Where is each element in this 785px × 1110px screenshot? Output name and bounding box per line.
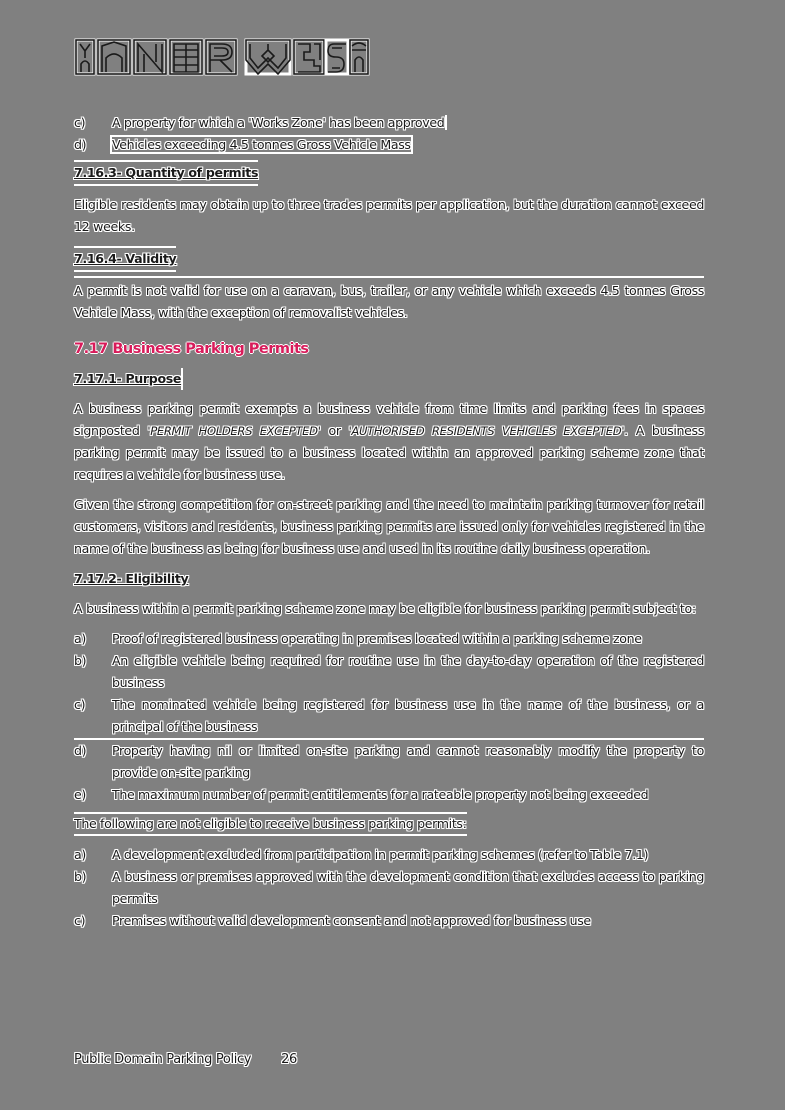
list-item bbox=[74, 844, 704, 866]
subheading-purpose: 7.17.1- Purpose bbox=[74, 368, 183, 390]
page-footer bbox=[74, 1052, 297, 1067]
text-segment-italic: 'PERMIT HOLDERS EXCEPTED' bbox=[147, 424, 321, 438]
list-marker: a) bbox=[74, 631, 86, 646]
list-marker: b) bbox=[74, 653, 87, 668]
paragraph-purpose-1 bbox=[74, 398, 704, 486]
list-marker: e) bbox=[74, 787, 86, 802]
list-marker: c) bbox=[74, 115, 86, 130]
list-item-text: An eligible vehicle being required for routine use in the day-to-day operation of the registered business bbox=[112, 653, 704, 690]
list-item bbox=[74, 650, 704, 694]
list-item-text: Premises without valid development consent and not approved for business use bbox=[112, 913, 591, 928]
text-segment: or bbox=[320, 423, 349, 438]
list-item bbox=[74, 910, 704, 932]
list-item bbox=[74, 134, 704, 156]
list-item bbox=[74, 784, 704, 806]
list-marker: a) bbox=[74, 847, 86, 862]
list-item-text bbox=[112, 134, 704, 156]
subheading-eligibility: 7.17.2- Eligibility bbox=[74, 571, 189, 586]
paragraph-eligibility-intro: A business within a permit parking scheme zone may be eligible for business parking permit subject to: bbox=[74, 601, 696, 616]
list-item-text: Property having nil or limited on-site parking and cannot reasonably modify the property to provide on-site parking bbox=[112, 743, 704, 780]
not-eligible-intro: The following are not eligible to receive business parking permits: bbox=[74, 812, 467, 836]
paragraph-quantity-of-permits: Eligible residents may obtain up to three trades permits per application, but the duration cannot exceed 12 weeks. bbox=[74, 197, 704, 234]
list-marker: d) bbox=[74, 137, 87, 152]
list-item-text: Proof of registered business operating in premises located within a parking scheme zone bbox=[112, 631, 642, 646]
footer-document-title: Public Domain Parking Policy bbox=[74, 1052, 252, 1067]
text-segment: A business parking permit exempts a business vehicle from time limits and parking fees in spaces signposted bbox=[74, 401, 704, 438]
list-item bbox=[74, 866, 704, 910]
list-marker: d) bbox=[74, 743, 87, 758]
list-item-text: A business or premises approved with the development condition that excludes access to parking permits bbox=[112, 869, 704, 906]
list-item bbox=[74, 740, 704, 784]
list-item-text: The nominated vehicle being registered for business use in the name of the business, or a principal of the business bbox=[112, 697, 704, 734]
list-item-text-content: Vehicles exceeding 4.5 tonnes Gross Vehicle Mass bbox=[112, 137, 411, 152]
list-item bbox=[74, 694, 704, 740]
list-item-text: The maximum number of permit entitlements for a rateable property not being exceeded bbox=[112, 787, 649, 802]
list-item bbox=[74, 628, 704, 650]
text-segment-italic: 'AUTHORISED RESIDENTS VEHICLES EXCEPTED' bbox=[348, 424, 625, 438]
eligibility-criteria-list bbox=[74, 628, 704, 806]
subheading-validity: 7.16.4- Validity bbox=[74, 246, 176, 272]
list-item-text-content: A property for which a 'Works Zone' has been approved bbox=[112, 115, 447, 130]
inner-west-logo-icon bbox=[74, 36, 370, 78]
footer-page-number: 26 bbox=[281, 1052, 297, 1067]
text-segment: . A business parking permit may be issued to a business located within an approved parking scheme zone that requires a vehicle for business use. bbox=[74, 423, 704, 482]
horizontal-rule bbox=[74, 276, 704, 278]
subheading-quantity-of-permits: 7.16.3- Quantity of permits bbox=[74, 160, 258, 186]
list-item bbox=[74, 112, 704, 134]
trades-permit-exclusions-list bbox=[74, 112, 704, 156]
document-page bbox=[74, 112, 704, 938]
list-marker: b) bbox=[74, 869, 87, 884]
list-marker: c) bbox=[74, 697, 86, 712]
paragraph-validity: A permit is not valid for use on a caravan, bus, trailer, or any vehicle which exceeds 4.5 tonnes Gross Vehicle Mass, with the exception of removalist vehicles. bbox=[74, 283, 704, 320]
list-item-text: A development excluded from participation in permit parking schemes (refer to Table 7.1) bbox=[112, 847, 649, 862]
not-eligible-list bbox=[74, 844, 704, 932]
paragraph-purpose-2: Given the strong competition for on-street parking and the need to maintain parking turnover for retail customers, visitors and residents, business parking permits are issued only for vehicles registered in the name of the business as being for business use and used in its routine daily business operation. bbox=[74, 497, 704, 556]
inner-west-logo bbox=[74, 36, 370, 78]
list-item-text bbox=[112, 112, 704, 134]
list-marker: c) bbox=[74, 913, 86, 928]
section-heading-business-parking-permits: 7.17 Business Parking Permits bbox=[74, 341, 309, 357]
